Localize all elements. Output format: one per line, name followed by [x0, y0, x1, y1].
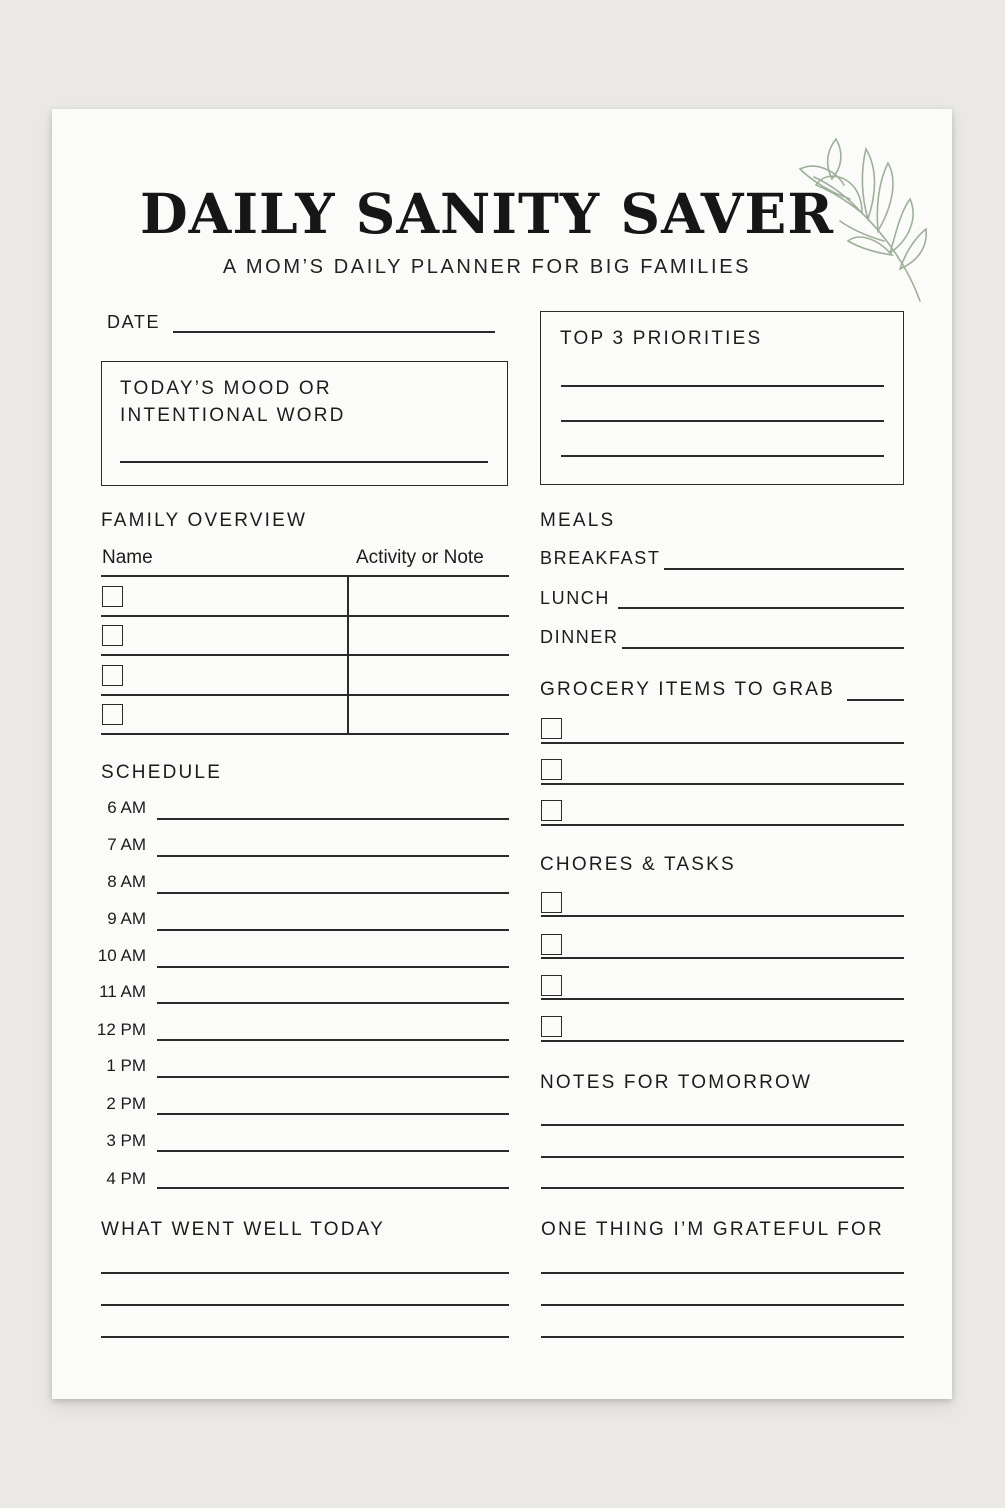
schedule-field[interactable] — [157, 1002, 509, 1004]
notes-field-3[interactable] — [541, 1187, 904, 1189]
family-row-checkbox[interactable] — [102, 625, 123, 646]
schedule-field[interactable] — [157, 966, 509, 968]
family-row-rule — [101, 654, 509, 656]
planner-sheet — [52, 109, 952, 1399]
grateful-field-3[interactable] — [541, 1336, 904, 1338]
grateful-field-1[interactable] — [541, 1272, 904, 1274]
schedule-label: SCHEDULE — [101, 762, 223, 783]
schedule-field[interactable] — [157, 1187, 509, 1189]
lunch-label: LUNCH — [540, 588, 611, 608]
priority-field-3[interactable] — [561, 455, 884, 457]
family-row-rule — [101, 694, 509, 696]
schedule-field[interactable] — [157, 1076, 509, 1078]
mood-field[interactable] — [120, 461, 488, 463]
dinner-field[interactable] — [622, 647, 904, 649]
went-well-label: WHAT WENT WELL TODAY — [101, 1219, 385, 1240]
grocery-label: GROCERY ITEMS TO GRAB — [540, 679, 836, 700]
notes-field-1[interactable] — [541, 1124, 904, 1126]
schedule-time: 12 PM — [96, 1020, 146, 1039]
schedule-field[interactable] — [157, 1113, 509, 1115]
family-header-rule — [101, 575, 509, 577]
page-title: DAILY SANITY SAVER — [139, 181, 835, 246]
chore-field[interactable] — [541, 998, 904, 1000]
chore-field[interactable] — [541, 957, 904, 959]
grateful-field-2[interactable] — [541, 1304, 904, 1306]
chore-field[interactable] — [541, 915, 904, 917]
went-well-field-1[interactable] — [101, 1272, 509, 1274]
priority-field-1[interactable] — [561, 385, 884, 387]
chore-field[interactable] — [541, 1040, 904, 1042]
grocery-checkbox[interactable] — [541, 759, 562, 780]
grocery-checkbox[interactable] — [541, 718, 562, 739]
breakfast-label: BREAKFAST — [540, 548, 661, 568]
date-field[interactable] — [173, 331, 495, 333]
meals-label: MEALS — [540, 510, 616, 531]
schedule-time: 11 AM — [99, 982, 146, 1001]
grocery-checkbox[interactable] — [541, 800, 562, 821]
schedule-field[interactable] — [157, 929, 509, 931]
lunch-field[interactable] — [618, 607, 904, 609]
notes-field-2[interactable] — [541, 1156, 904, 1158]
notes-label: NOTES FOR TOMORROW — [540, 1072, 813, 1093]
schedule-field[interactable] — [157, 892, 509, 894]
family-row-checkbox[interactable] — [102, 704, 123, 725]
schedule-field[interactable] — [157, 818, 509, 820]
dinner-label: DINNER — [540, 627, 619, 647]
family-col-note: Activity or Note — [356, 547, 484, 568]
family-row-rule — [101, 733, 509, 735]
schedule-time: 1 PM — [106, 1056, 146, 1075]
schedule-time: 7 AM — [107, 835, 146, 854]
grocery-field[interactable] — [541, 824, 904, 826]
priorities-label: TOP 3 PRIORITIES — [560, 328, 763, 349]
schedule-time: 6 AM — [107, 798, 146, 817]
family-row-rule — [101, 615, 509, 617]
family-row-checkbox[interactable] — [102, 586, 123, 607]
family-row-checkbox[interactable] — [102, 665, 123, 686]
grocery-field[interactable] — [541, 742, 904, 744]
chore-checkbox[interactable] — [541, 934, 562, 955]
schedule-time: 8 AM — [107, 872, 146, 891]
went-well-field-2[interactable] — [101, 1304, 509, 1306]
priority-field-2[interactable] — [561, 420, 884, 422]
grocery-field[interactable] — [541, 783, 904, 785]
chore-checkbox[interactable] — [541, 1016, 562, 1037]
schedule-field[interactable] — [157, 1039, 509, 1041]
schedule-time: 10 AM — [97, 946, 146, 965]
chore-checkbox[interactable] — [541, 892, 562, 913]
page-subtitle: A MOM’S DAILY PLANNER FOR BIG FAMILIES — [222, 256, 752, 278]
mood-label-line2: INTENTIONAL WORD — [120, 405, 346, 426]
grateful-label: ONE THING I’M GRATEFUL FOR — [541, 1219, 884, 1240]
grocery-title-rule — [847, 699, 904, 701]
schedule-time: 9 AM — [107, 909, 146, 928]
went-well-field-3[interactable] — [101, 1336, 509, 1338]
family-col-name: Name — [102, 547, 153, 568]
schedule-time: 3 PM — [106, 1131, 146, 1150]
family-overview-label: FAMILY OVERVIEW — [101, 510, 308, 531]
chores-label: CHORES & TASKS — [540, 854, 736, 875]
chore-checkbox[interactable] — [541, 975, 562, 996]
breakfast-field[interactable] — [664, 568, 904, 570]
schedule-time: 2 PM — [106, 1094, 146, 1113]
date-label: DATE — [107, 312, 161, 332]
schedule-field[interactable] — [157, 855, 509, 857]
schedule-time: 4 PM — [106, 1169, 146, 1188]
mood-label-line1: TODAY’S MOOD OR — [120, 378, 332, 399]
schedule-field[interactable] — [157, 1150, 509, 1152]
